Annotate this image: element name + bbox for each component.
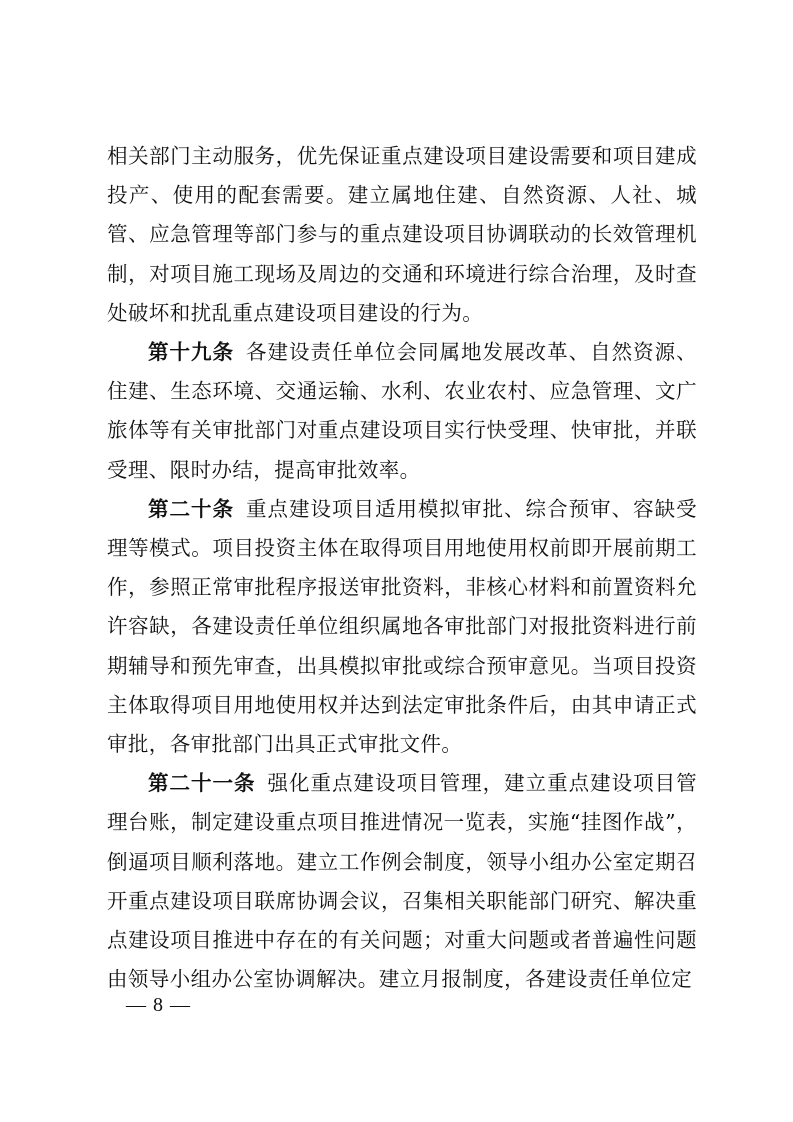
article-number: 第二十一条 [148,771,256,796]
paragraph-continuation [107,137,697,333]
document-body [107,137,697,999]
paragraph-text: 各建设责任单位会同属地发展改革、自然资源、住建、生态环境、交通运输、水利、农业农村、应急管理、文广旅体等有关审批部门对重点建设项目实行快受理、快审批，并联受理、限时办结，提高审批效率。 [107,340,697,482]
page-number: — 8 — [126,994,191,1016]
paragraph-text: 重点建设项目适用模拟审批、综合预审、容缺受理等模式。项目投资主体在取得项目用地使用权前即开展前期工作，参照正常审批程序报送审批资料，非核心材料和前置资料允许容缺，各建设责任单位组织属地各审批部门对报批资料进行前期辅导和预先审查，出具模拟审批或综合预审意见。当项目投资主体取得项目用地使用权并达到法定审批条件后，由其申请正式审批，各审批部门出具正式审批文件。 [107,496,697,757]
paragraph-article-21 [107,764,697,999]
paragraph-article-19 [107,333,697,490]
article-number: 第二十条 [148,496,235,521]
paragraph-article-20 [107,490,697,764]
paragraph-text: 强化重点建设项目管理，建立重点建设项目管理台账，制定建设重点项目推进情况一览表，实施“挂图作战”，倒逼项目顺利落地。建立工作例会制度，领导小组办公室定期召开重点建设项目联席协调会议，召集相关职能部门研究、解决重点建设项目推进中存在的有关问题；对重大问题或者普遍性问题由领导小组办公室协调解决。建立月报制度，各建设责任单位定 [107,771,698,992]
article-number: 第十九条 [148,340,235,365]
paragraph-text: 相关部门主动服务，优先保证重点建设项目建设需要和项目建成投产、使用的配套需要。建立属地住建、自然资源、人社、城管、应急管理等部门参与的重点建设项目协调联动的长效管理机制，对项目施工现场及周边的交通和环境进行综合治理，及时查处破坏和扰乱重点建设项目建设的行为。 [107,144,697,325]
